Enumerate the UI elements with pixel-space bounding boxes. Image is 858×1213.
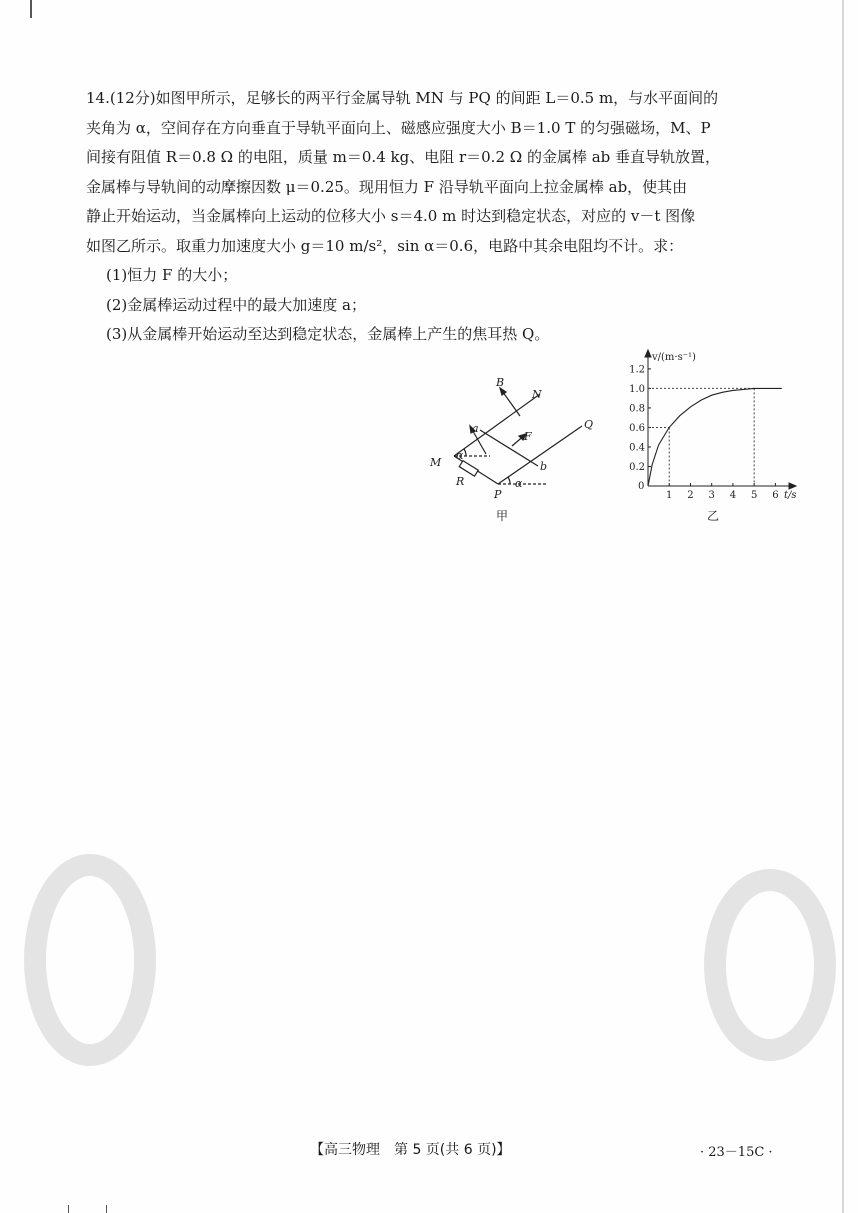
label-m: M xyxy=(430,456,442,469)
bleed-through-shape-left xyxy=(20,850,160,1080)
label-a: a xyxy=(472,422,479,435)
problem-line-6: 如图乙所示。取重力加速度大小 g＝10 m/s²，sin α＝0.6，电路中其余电阻均不计。求： xyxy=(86,236,684,255)
x-tick-label: 5 xyxy=(750,490,758,501)
footer-exam-code: · 23－15C · xyxy=(700,1145,773,1160)
figure-jia-caption: 甲 xyxy=(496,509,509,523)
question-2: (2)金属棒运动过程中的最大加速度 a； xyxy=(106,295,366,314)
label-q: Q xyxy=(584,418,594,431)
rail-pq xyxy=(498,426,582,484)
footer-page-info: 【高三物理 第 5 页(共 6 页)】 xyxy=(310,1142,511,1158)
question-1: (1)恒力 F 的大小； xyxy=(106,266,238,284)
page-edge-shadow xyxy=(842,0,844,1213)
y-axis-label: v/(m·s⁻¹) xyxy=(652,352,696,363)
question-3: (3)从金属棒开始运动至达到稳定状态，金属棒上产生的焦耳热 Q。 xyxy=(106,325,550,343)
label-f: F xyxy=(524,430,532,443)
rail-mn xyxy=(454,394,540,456)
label-r: R xyxy=(456,475,465,488)
problem-line-1: 14.(12分)如图甲所示，足够长的两平行金属导轨 MN 与 PQ 的间距 L＝0.5 m，与水平面间的 xyxy=(86,89,719,107)
x-axis-label: t/s xyxy=(784,490,797,501)
figure-yi-vt-chart xyxy=(618,350,797,530)
y-tick-label: 0.8 xyxy=(629,403,645,415)
x-axis-arrow xyxy=(789,483,796,489)
origin-label: 0 xyxy=(638,481,645,492)
page-edge-mark-bottom-2 xyxy=(106,1205,107,1213)
figure-jia-rails-diagram xyxy=(420,370,610,530)
x-tick-label: 3 xyxy=(708,490,715,501)
label-n: N xyxy=(532,388,542,401)
problem-line-4: 金属棒与导轨间的动摩擦因数 μ＝0.25。现用恒力 F 沿导轨平面向上拉金属棒 ab，使其由 xyxy=(86,177,688,196)
label-p: P xyxy=(494,488,502,501)
y-axis-arrow xyxy=(645,350,651,357)
y-tick-label: 1.2 xyxy=(629,364,645,376)
y-tick-label: 0.2 xyxy=(629,461,645,473)
x-tick-label: 4 xyxy=(729,490,737,501)
label-alpha-m: α xyxy=(456,449,464,462)
page-edge-mark-bottom xyxy=(68,1205,69,1213)
x-tick-label: 2 xyxy=(687,490,694,501)
label-b: B xyxy=(496,376,505,389)
x-tick-label: 1 xyxy=(666,490,673,501)
y-tick-label: 1.0 xyxy=(629,383,645,395)
resistor-r xyxy=(459,461,478,476)
y-tick-label: 0.4 xyxy=(629,442,645,454)
label-alpha-p: α xyxy=(515,477,523,490)
problem-line-3: 间接有阻值 R＝0.8 Ω 的电阻，质量 m＝0.4 kg、电阻 r＝0.2 Ω 的金属棒 ab 垂直导轨放置， xyxy=(86,148,721,166)
vt-curve xyxy=(648,388,782,486)
y-tick-label: 0.6 xyxy=(629,422,645,434)
problem-line-2: 夹角为 α，空间存在方向垂直于导轨平面向上、磁感应强度大小 B＝1.0 T 的匀强磁场，M、P xyxy=(86,118,711,137)
label-b-bar: b xyxy=(540,460,548,473)
x-tick-label: 6 xyxy=(772,490,779,501)
figure-yi-caption: 乙 xyxy=(707,509,720,523)
bleed-through-shape-right xyxy=(690,860,840,1070)
problem-line-5: 静止开始运动，当金属棒向上运动的位移大小 s＝4.0 m 时达到稳定状态，对应的 v－t 图像 xyxy=(86,207,696,225)
page-edge-mark xyxy=(30,0,32,18)
problem-14 xyxy=(86,84,804,350)
